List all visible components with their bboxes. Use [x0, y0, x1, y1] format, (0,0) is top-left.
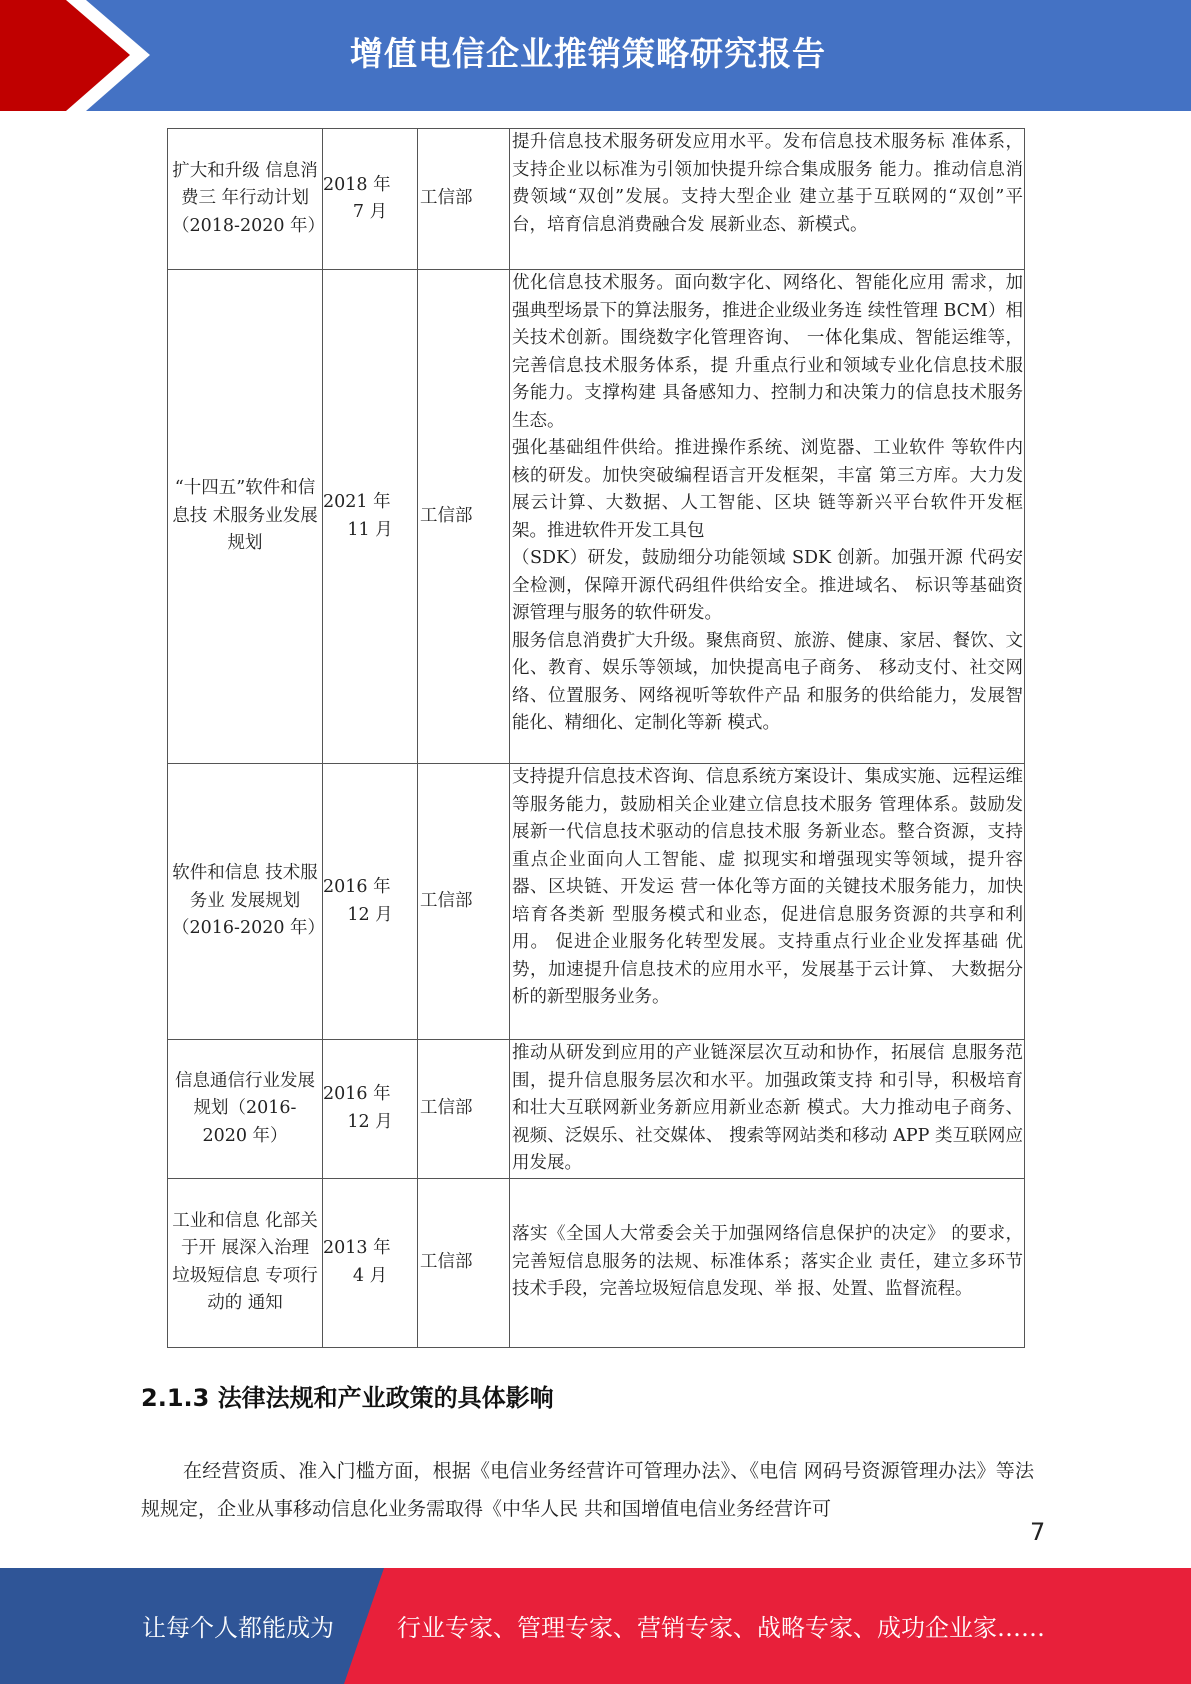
policy-content-cell [510, 270, 1025, 764]
policy-name-cell: 工业和信息 化部关于开 展深入治理 垃圾短信息 专项行动的 通知 [168, 1178, 323, 1347]
policy-name-cell: 信息通信行业发展规划（2016-2020 年） [168, 1040, 323, 1179]
policy-content-paragraph: 推动从研发到应用的产业链深层次互动和协作，拓展信 息服务范围，提升信息服务层次和水平。加强政策支持 和引导，积极培育和壮大互联网新业务新应用新业态新 模式。大力推动电子商务、视频、泛娱乐、社交媒体、 搜索等网站类和移动 APP 类互联网应用发展。 [512, 1043, 1023, 1173]
policy-date-year: 2021 年 [323, 492, 391, 512]
policy-date-month: 7 月 [352, 202, 388, 222]
policy-content-paragraph: 优化信息技术服务。面向数字化、网络化、智能化应用 需求，加强典型场景下的算法服务，推进企业级业务连 续性管理 BCM）相关技术创新。围绕数字化管理咨询、 一体化集成、智能运维等，完善信息技术服务体系，提 升重点行业和领域专业化信息技术服务能力。支撑构建 具备感知力、控制力和决策力的信息技术服务生态。 [512, 273, 1023, 431]
table-row [168, 1040, 1025, 1179]
policy-content-paragraph: 服务信息消费扩大升级。聚焦商贸、旅游、健康、家居、餐饮、文化、教育、娱乐等领域，加快提高电子商务、 移动支付、社交网络、位置服务、网络视听等软件产品 和服务的供给能力，发展智能化、精细化、定制化等新 模式。 [512, 630, 1023, 733]
policy-content-paragraph: 强化基础组件供给。推进操作系统、浏览器、工业软件 等软件内核的研发。加快突破编程语言开发框架，丰富 第三方库。大力发展云计算、大数据、人工智能、区块 链等新兴平台软件开发框架。推进软件开发工具包 [512, 438, 1023, 541]
page-number: 7 [1030, 1518, 1046, 1546]
section-heading: 2.1.3 法律法规和产业政策的具体影响 [141, 1384, 554, 1412]
policy-date-year: 2016 年 [323, 877, 391, 897]
policy-department-cell: 工信部 [418, 764, 510, 1040]
header-arrow-decoration [0, 0, 160, 111]
footer-slogan-left: 让每个人都能成为 [142, 1614, 334, 1642]
policy-date-month: 12 月 [347, 1111, 393, 1132]
table-row [168, 270, 1025, 764]
policy-date-cell [323, 270, 418, 764]
table-row [168, 764, 1025, 1040]
policy-content-paragraph: 支持提升信息技术咨询、信息系统方案设计、集成实施、远程运维等服务能力，鼓励相关企业建立信息技术服务 管理体系。鼓励发展新一代信息技术驱动的信息技术服 务新业态。整合资源，支持重点企业面向人工智能、虚 拟现实和增强现实等领域，提升容器、区块链、开发运 营一体化等方面的关键技术服务能力，加快培育各类新 型服务模式和业态，促进信息服务资源的共享和利用。 促进企业服务化转型发展。支持重点行业企业发挥基础 优势，加速提升信息技术的应用水平，发展基于云计算、 大数据分析的新型服务业务。 [512, 767, 1023, 1007]
table-row [168, 1178, 1025, 1347]
policy-content-cell [510, 1178, 1025, 1347]
policy-content-cell [510, 129, 1025, 270]
page-footer [0, 1568, 1191, 1684]
policy-department-cell: 工信部 [418, 129, 510, 270]
footer-slogan-right: 行业专家、管理专家、营销专家、战略专家、成功企业家…… [397, 1614, 1045, 1642]
report-title: 增值电信企业推销策略研究报告 [350, 34, 826, 73]
policy-date-cell [323, 1178, 418, 1347]
policy-name-cell: 扩大和升级 信息消费三 年行动计划（2018-2020 年） [168, 129, 323, 270]
policy-table [167, 128, 1025, 1348]
policy-department-cell: 工信部 [418, 1178, 510, 1347]
policy-name-cell: 软件和信息 技术服务业 发展规划 （2016-2020 年） [168, 764, 323, 1040]
policy-date-month: 4 月 [352, 1265, 388, 1286]
policy-date-year: 2018 年 [323, 174, 391, 195]
policy-department-cell: 工信部 [418, 1040, 510, 1179]
policy-date-month: 11 月 [347, 519, 393, 540]
body-paragraph: 在经营资质、准入门槛方面，根据《电信业务经营许可管理办法》、《电信 网码号资源管理办法》等法规规定，企业从事移动信息化业务需取得《中华人民 共和国增值电信业务经营许可 [141, 1460, 1034, 1520]
policy-date-year: 2016 年 [323, 1084, 391, 1105]
policy-content-paragraph: （SDK）研发，鼓励细分功能领域 SDK 创新。加强开源 代码安全检测，保障开源代码组件供给安全。推进域名、 标识等基础资源管理与服务的软件研发。 [512, 548, 1023, 623]
page-header [0, 0, 1191, 111]
policy-date-year: 2013 年 [323, 1238, 391, 1258]
policy-date-cell [323, 1040, 418, 1179]
policy-date-month: 12 月 [347, 904, 393, 925]
policy-content-cell [510, 764, 1025, 1040]
table-row [168, 129, 1025, 270]
policy-content-paragraph: 提升信息技术服务研发应用水平。发布信息技术服务标 准体系，支持企业以标准为引领加快提升综合集成服务 能力。推动信息消费领域“双创”发展。支持大型企业 建立基于互联网的“双创”平台，培育信息消费融合发 展新业态、新模式。 [512, 132, 1023, 235]
policy-date-cell [323, 764, 418, 1040]
policy-date-cell [323, 129, 418, 270]
policy-content-paragraph: 落实《全国人大常委会关于加强网络信息保护的决定》 的要求，完善短信息服务的法规、标准体系；落实企业 责任，建立多环节技术手段，完善垃圾短信息发现、举 报、处置、监督流程。 [512, 1224, 1023, 1300]
policy-name-cell: “十四五”软件和信息技 术服务业发展规划 [168, 270, 323, 764]
policy-department-cell: 工信部 [418, 270, 510, 764]
policy-content-cell [510, 1040, 1025, 1179]
